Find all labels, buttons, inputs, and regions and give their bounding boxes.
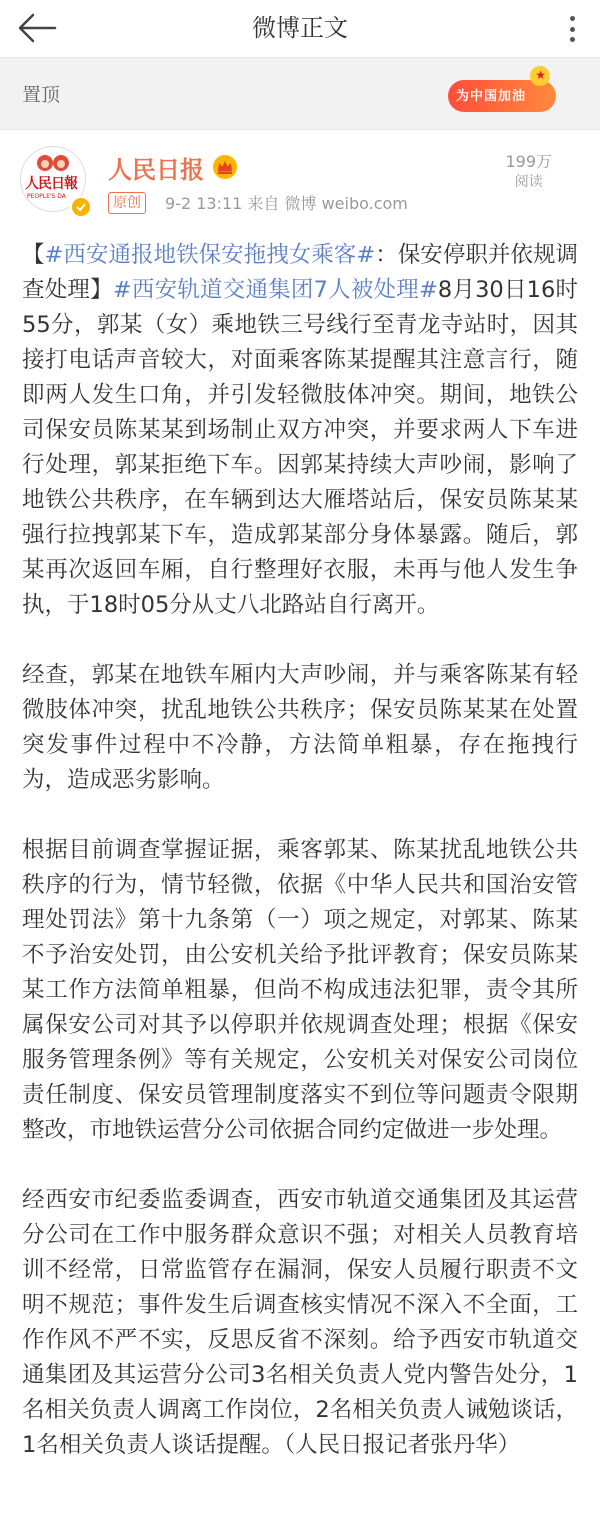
topic-link[interactable]: #西安通报地铁保安拖拽女乘客# [44,242,376,268]
post-paragraph-4: 经西安市纪委监委调查，西安市轨道交通集团及其运营分公司在工作中服务群众意识不强；对相关人员教育培训不经常，日常监管存在漏洞，保安人员履行职责不文明不规范；事件发生后调查核实情况不深入不全面，工作作风不严不实，反思反省不深刻。给予西安市轨道交通集团及其运营分公司3名相关负责人党内警告处分，1名相关负责人调离工作岗位，2名相关负责人诫勉谈话，1名相关负责人谈话提醒。（人民日报记者张丹华） [22,1187,578,1458]
topic-link[interactable]: #西安轨道交通集团7人被处理# [112,277,438,303]
avatar-logo-text: 人民日報 [25,176,77,192]
avatar-logo-en: PEOPLE'S DA [27,193,66,200]
crown-icon [212,154,238,180]
cheer-china-badge[interactable]: ★ 为中国加油 [448,66,556,120]
read-count-value: 199万 [505,152,552,171]
pinned-bar [0,58,600,130]
post-meta: 9-2 13:11 来自 微博 weibo.com [165,194,408,213]
nav-bar [0,0,600,58]
ox-mascot-icon [35,151,71,173]
post-paragraph-2: 经查，郭某在地铁车厢内大声吵闹，并与乘客陈某有轻微肢体冲突，扰乱地铁公共秩序；保安员陈某某在处置突发事件过程中不冷静，方法简单粗暴，存在拖拽行为，造成恶劣影响。 [22,662,578,793]
verified-icon [70,196,92,218]
post-paragraph-3: 根据目前调查掌握证据，乘客郭某、陈某扰乱地铁公共秩序的行为，情节轻微，依据《中华人民共和国治安管理处罚法》第十九条第（一）项之规定，对郭某、陈某不予治安处罚，由公安机关给予批评教育；保安员陈某某工作方法简单粗暴，但尚不构成违法犯罪，责令其所属保安公司对其予以停职并依规调查处理；根据《保安服务管理条例》等有关规定，公安机关对保安公司岗位责任制度、保安员管理制度落实不到位等问题责令限期整改，市地铁运营分公司依据合同约定做进一步处理。 [22,837,578,1143]
author-header [0,130,600,230]
read-count [505,152,552,192]
original-badge: 原创 [108,192,146,214]
read-count-label: 阅读 [514,174,543,190]
post-body [0,238,600,1463]
post-paragraph-1: 【#西安通报地铁保安拖拽女乘客#：保安停职并依规调查处理】#西安轨道交通集团7人被处理#8月30日16时55分，郭某（女）乘地铁三号线行至青龙寺站时，因其接打电话声音较大，对面乘客陈某提醒其注意言行，随即两人发生口角，并引发轻微肢体冲突。期间，地铁公司保安员陈某某到场制止双方冲突，并要求两人下车进行处理，郭某拒绝下车。因郭某持续大声吵闹，影响了地铁公共秩序，在车辆到达大雁塔站后，保安员陈某某强行拉拽郭某下车，造成郭某部分身体暴露。随后，郭某再次返回车厢，自行整理好衣服，未再与他人发生争执，于18时05分从丈八北路站自行离开。 [22,242,578,618]
author-name[interactable]: 人民日报 [108,156,204,184]
page-title: 微博正文 [252,14,348,42]
pinned-label: 置顶 [22,84,61,106]
more-button[interactable] [564,12,580,46]
more-vertical-icon [570,16,575,21]
